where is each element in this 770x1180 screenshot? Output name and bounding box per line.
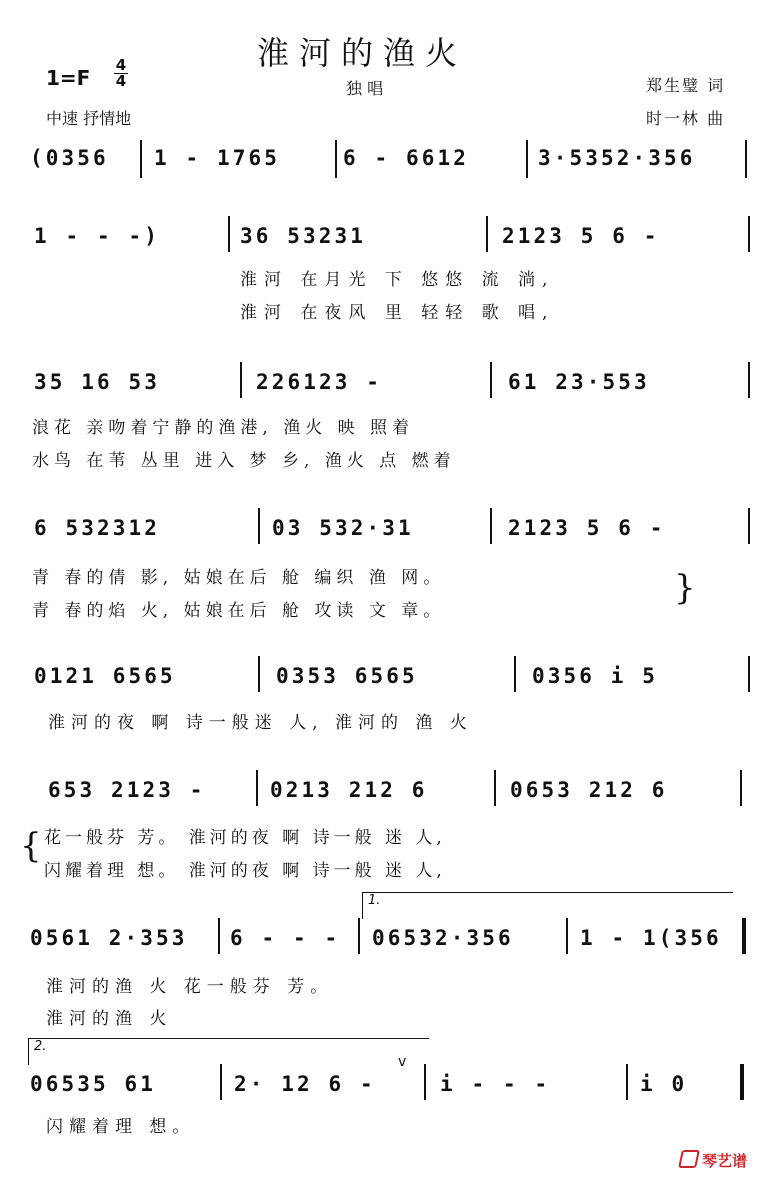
measure: 35 16 53 [34, 370, 160, 394]
first-ending-bracket [362, 892, 733, 919]
song-title: 淮河的渔火 [257, 34, 468, 72]
barline [486, 216, 488, 252]
measure: 0213 212 6 [270, 778, 428, 802]
lyricist-credit: 郑生璧 词 [646, 76, 726, 95]
lyrics-verse-1: 浪花 亲吻着宁静的渔港, 渔火 映 照着 [32, 418, 415, 438]
second-ending-label: 2. [34, 1039, 47, 1054]
barline [220, 1064, 222, 1100]
barline [335, 140, 337, 178]
measure: (0356 [30, 146, 109, 170]
measure: 2· 12 6 - [234, 1072, 376, 1096]
measure: 1 - 1(356 [580, 926, 722, 950]
lyrics-verse-2: 水鸟 在苇 丛里 进入 梦 乡, 渔火 点 燃着 [32, 451, 456, 471]
time-signature: $\frac{4}{4}$ [115, 56, 127, 90]
repeat-start-barline [140, 140, 142, 178]
barline [256, 770, 258, 806]
watermark-logo [680, 1150, 747, 1171]
measure: 0561 2·353 [30, 926, 188, 950]
barline [566, 918, 568, 954]
logo-icon [678, 1150, 700, 1168]
lyrics-verse-1: 青 春的倩 影, 姑娘在后 舱 编织 渔 网。 [32, 568, 446, 588]
barline [626, 1064, 628, 1100]
composer-credit: 时一林 曲 [646, 109, 726, 128]
measure: 06535 61 [30, 1072, 156, 1096]
measure: 1 - 1765 [154, 146, 280, 170]
lyrics-verse-2: 淮河 在夜风 里 轻轻 歌 唱, [240, 303, 555, 323]
lyrics-verse-1: 淮河 在月光 下 悠悠 流 淌, [240, 270, 555, 290]
measure: 2123 5 6 - [508, 516, 666, 540]
measure: 653 2123 - [48, 778, 206, 802]
breath-mark: v [398, 1054, 407, 1070]
measure: 1 - - -) [34, 224, 160, 248]
performance-type: 独 唱 [346, 79, 384, 98]
barline [424, 1064, 426, 1100]
barline [748, 656, 750, 692]
second-ending-bracket [28, 1038, 429, 1065]
first-ending-label: 1. [368, 893, 381, 908]
measure: 06532·356 [372, 926, 514, 950]
measure: 6 532312 [34, 516, 160, 540]
barline [526, 140, 528, 178]
measure: 61 23·553 [508, 370, 650, 394]
key-signature: 1=F [46, 66, 91, 90]
measure: 0356 i 5 [532, 664, 658, 688]
barline [748, 216, 750, 252]
barline [740, 770, 742, 806]
lyrics-line: 淮河的夜 啊 诗一般迷 人, 淮河的 渔 火 [48, 713, 473, 733]
watermark-text: 琴艺谱 [702, 1153, 748, 1170]
closing-brace: } [674, 568, 696, 608]
measure: i 0 [640, 1072, 688, 1096]
measure: 226123 - [256, 370, 382, 394]
barline [514, 656, 516, 692]
barline [490, 508, 492, 544]
measure: 3·5352·356 [538, 146, 696, 170]
measure: 2123 5 6 - [502, 224, 660, 248]
barline [745, 140, 747, 178]
lyrics-line: 闪耀着理 想。 [46, 1117, 196, 1137]
lyrics-verse-1: 花一般芬 芳。 淮河的夜 啊 诗一般 迷 人, [44, 828, 446, 848]
barline [228, 216, 230, 252]
tempo-marking: 中速 抒情地 [46, 109, 132, 128]
measure: 0653 212 6 [510, 778, 668, 802]
opening-brace: { [20, 826, 42, 866]
measure: 0353 6565 [276, 664, 418, 688]
lyrics-verse-2: 青 春的焰 火, 姑娘在后 舱 攻读 文 章。 [32, 601, 446, 621]
lyrics-verse-2: 闪耀着理 想。 淮河的夜 啊 诗一般 迷 人, [44, 861, 446, 881]
lyrics-verse-2: 淮河的渔 火 [46, 1009, 173, 1029]
measure: i - - - [440, 1072, 551, 1096]
repeat-end-barline [742, 918, 746, 954]
barline [494, 770, 496, 806]
measure: 36 53231 [240, 224, 366, 248]
barline [258, 656, 260, 692]
lyrics-verse-1: 淮河的渔 火 花一般芬 芳。 [46, 977, 334, 997]
measure: 0121 6565 [34, 664, 176, 688]
barline [358, 918, 360, 954]
barline [218, 918, 220, 954]
barline [258, 508, 260, 544]
barline [748, 362, 750, 398]
measure: 03 532·31 [272, 516, 414, 540]
final-barline [740, 1064, 744, 1100]
measure: 6 - - - [230, 926, 341, 950]
barline [748, 508, 750, 544]
barline [490, 362, 492, 398]
barline [240, 362, 242, 398]
measure: 6 - 6612 [343, 146, 469, 170]
